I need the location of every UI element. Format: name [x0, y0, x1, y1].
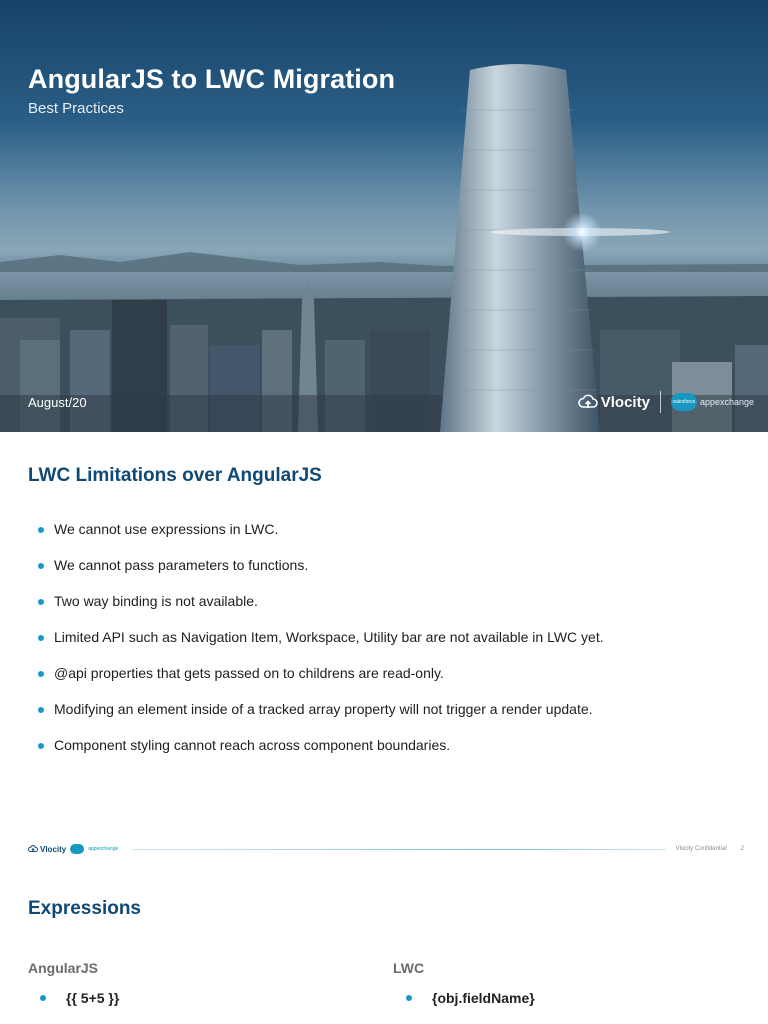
salesforce-logo: salesforce — [671, 393, 697, 411]
list-item: We cannot pass parameters to functions. — [38, 556, 758, 592]
expressions-heading: Expressions — [28, 898, 141, 919]
lwc-expression-example: {obj.fieldName} — [432, 990, 535, 1006]
confidential-label: Vlocity Confidential — [675, 846, 727, 852]
brand-logos — [578, 391, 754, 413]
presentation-subtitle: Best Practices — [28, 100, 124, 117]
title-slide — [0, 0, 768, 432]
appexchange-logo-text: appexchange — [699, 396, 754, 407]
footer-vlocity-text: Vlocity — [40, 844, 67, 854]
list-item: @api properties that gets passed on to childrens are read-only. — [38, 664, 758, 700]
list-item: Modifying an element inside of a tracked array property will not trigger a render update. — [38, 700, 758, 736]
angularjs-column-heading: AngularJS — [28, 960, 99, 976]
logo-divider — [660, 391, 661, 413]
salesforce-appexchange-logo — [671, 393, 754, 411]
limitations-heading: LWC Limitations over AngularJS — [28, 465, 322, 486]
angularjs-expression-example: {{ 5+5 }} — [66, 990, 120, 1006]
vlocity-logo-text: Vlocity — [600, 393, 650, 411]
footer-divider — [132, 849, 665, 850]
presentation-title: AngularJS to LWC Migration — [28, 64, 396, 94]
slide-footer — [28, 842, 744, 856]
footer-appexchange-text: appexchange — [88, 845, 119, 852]
vlocity-logo — [578, 394, 650, 411]
list-item: Component styling cannot reach across component boundaries. — [38, 736, 758, 772]
lwc-column-heading: LWC — [393, 960, 425, 976]
list-item: We cannot use expressions in LWC. — [38, 520, 758, 556]
footer-salesforce-logo — [70, 844, 84, 854]
cloud-upload-icon — [578, 394, 598, 410]
list-item: Two way binding is not available. — [38, 592, 758, 628]
footer-vlocity-logo — [28, 845, 66, 854]
footer-logos — [28, 844, 118, 854]
limitations-list — [38, 520, 758, 772]
list-item: Limited API such as Navigation Item, Workspace, Utility bar are not available in LWC yet. — [38, 628, 758, 664]
presentation-date: August/20 — [28, 395, 87, 410]
page-number: 2 — [740, 846, 744, 852]
cloud-upload-icon — [28, 845, 38, 853]
